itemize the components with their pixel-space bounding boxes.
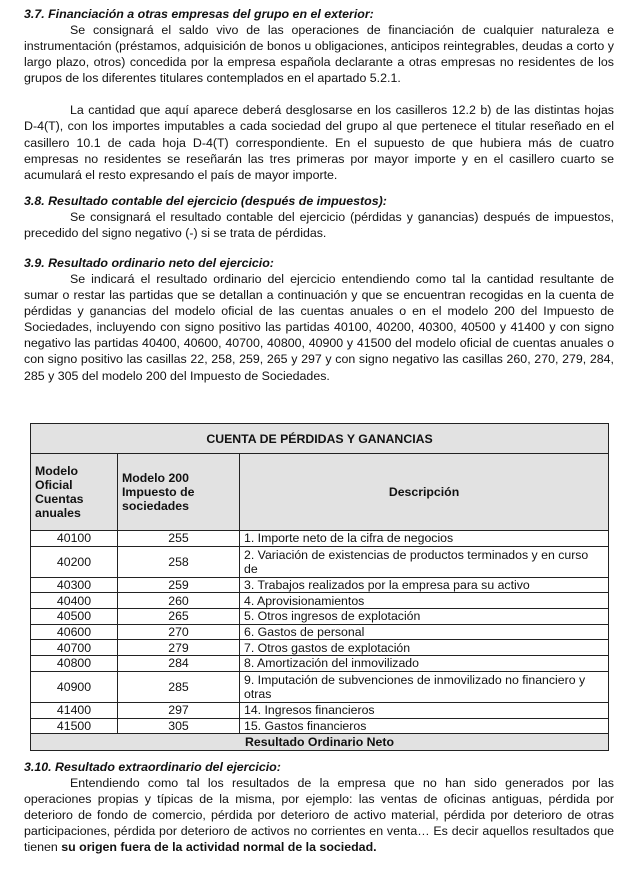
paragraph [24, 775, 614, 855]
section-heading: 3.10. Resultado extraordinario del ejercicio: [24, 760, 281, 774]
cell-descripcion: 9. Imputación de subvenciones de inmovilizado no financiero y otras [240, 671, 609, 702]
cell-modelo-oficial: 40200 [31, 546, 118, 577]
section-heading: 3.7. Financiación a otras empresas del grupo en el exterior: [24, 7, 374, 21]
cell-descripcion: 4. Aprovisionamientos [240, 593, 609, 609]
cell-modelo-oficial: 40300 [31, 577, 118, 593]
cell-modelo-200: 265 [118, 609, 240, 625]
cell-modelo-200: 305 [118, 718, 240, 734]
cell-descripcion: 15. Gastos financieros [240, 718, 609, 734]
section-3-9 [24, 256, 614, 384]
table-row [31, 718, 609, 734]
cell-modelo-200: 284 [118, 656, 240, 672]
cell-descripcion: 2. Variación de existencias de productos terminados y en curso de [240, 546, 609, 577]
cell-modelo-oficial: 40500 [31, 609, 118, 625]
table-row [31, 546, 609, 577]
profit-loss-table [30, 423, 608, 751]
cell-modelo-oficial: 40100 [31, 531, 118, 547]
table-footer: Resultado Ordinario Neto [31, 734, 609, 751]
table-row [31, 577, 609, 593]
cell-descripcion: 1. Importe neto de la cifra de negocios [240, 531, 609, 547]
section-heading: 3.8. Resultado contable del ejercicio (después de impuestos): [24, 194, 387, 208]
cell-modelo-oficial: 40600 [31, 624, 118, 640]
cell-modelo-200: 259 [118, 577, 240, 593]
table-row [31, 671, 609, 702]
cell-modelo-200: 297 [118, 702, 240, 718]
table-row [31, 656, 609, 672]
paragraph: Se indicará el resultado ordinario del ejercicio entendiendo como tal la cantidad resultante de sumar o restar las partidas que se detallan a continuación y que se encuentran recogidas en la cuenta de pérdidas y ganancias del modelo oficial de las cuentas anuales o en el modelo 200 del Impuesto de Sociedades, incluyendo con signo positivo las partidas 40100, 40200, 40300, 40500 y 41400 y con signo negativo las partidas 40400, 40600, 40700, 40800, 40900 y 41500 del modelo oficial de cuentas anuales o con signo positivo las casillas 22, 258, 259, 265 y 297 y con signo negativo las casillas 260, 270, 279, 284, 285 y 305 del modelo 200 del Impuesto de Sociedades. [24, 272, 614, 383]
cell-modelo-oficial: 40400 [31, 593, 118, 609]
cell-modelo-oficial: 40900 [31, 671, 118, 702]
cell-modelo-200: 260 [118, 593, 240, 609]
table-row [31, 624, 609, 640]
cell-modelo-oficial: 41400 [31, 702, 118, 718]
paragraph: La cantidad que aquí aparece deberá desglosarse en los casilleros 12.2 b) de las distintas hojas D-4(T), con los importes imputables a cada sociedad del grupo al que pertenece el titular reseñado en el casillero 10.1 de cada hoja D-4(T) correspondiente. En el supuesto de que hubiera más de cuatro empresas no residentes se reseñarán las tres primeras por mayor importe y en el casillero cuarto se acumulará el resto expresando el país de mayor importe. [24, 103, 614, 182]
paragraph-text: Entendiendo como tal los resultados de la empresa que no han sido generados por las operaciones propias y típicas de la misma, por ejemplo: las ventas de oficinas antiguas, pérdida por deterioro de fondo de comercio, pérdida por deterioro de activo material, pérdida por deterioro de otras participaciones, pérdida por deterioro de activos no corrientes en venta… Es decir aquellos resultados que tienen [24, 776, 614, 855]
cell-modelo-oficial: 40800 [31, 656, 118, 672]
paragraph: Se consignará el saldo vivo de las operaciones de financiación de cualquier naturaleza e instrumentación (préstamos, adquisición de bonos u obligaciones, anticipos reintegrables, deudas a corto y largo plazo, otros) concedida por la empresa española declarante a otras empresas no residentes de los grupos de los diferentes titulares contemplados en el apartado 5.2.1. [24, 23, 614, 86]
cell-modelo-200: 285 [118, 671, 240, 702]
column-header: Modelo 200 Impuesto de sociedades [118, 454, 240, 531]
table-row [31, 531, 609, 547]
column-header: Descripción [240, 454, 609, 531]
cell-modelo-200: 270 [118, 624, 240, 640]
cell-modelo-oficial: 41500 [31, 718, 118, 734]
cell-descripcion: 6. Gastos de personal [240, 624, 609, 640]
section-3-8 [24, 194, 614, 241]
cell-descripcion: 3. Trabajos realizados por la empresa para su activo [240, 577, 609, 593]
table-row [31, 593, 609, 609]
cell-modelo-200: 255 [118, 531, 240, 547]
emphasis-text: su origen fuera de la actividad normal de la sociedad. [61, 840, 377, 855]
cell-descripcion: 8. Amortización del inmovilizado [240, 656, 609, 672]
table-row [31, 702, 609, 718]
cell-descripcion: 7. Otros gastos de explotación [240, 640, 609, 656]
section-heading: 3.9. Resultado ordinario neto del ejercicio: [24, 256, 274, 270]
cell-descripcion: 5. Otros ingresos de explotación [240, 609, 609, 625]
section-3-7 [24, 7, 614, 183]
table-row [31, 609, 609, 625]
cell-modelo-oficial: 40700 [31, 640, 118, 656]
cell-modelo-200: 279 [118, 640, 240, 656]
cell-modelo-200: 258 [118, 546, 240, 577]
paragraph: Se consignará el resultado contable del ejercicio (pérdidas y ganancias) después de impuestos, precedido del signo negativo (-) si se trata de pérdidas. [24, 210, 614, 241]
table-title: CUENTA DE PÉRDIDAS Y GANANCIAS [31, 424, 609, 454]
section-3-10 [24, 760, 614, 855]
table-row [31, 640, 609, 656]
cell-descripcion: 14. Ingresos financieros [240, 702, 609, 718]
column-header: Modelo Oficial Cuentas anuales [31, 454, 118, 531]
